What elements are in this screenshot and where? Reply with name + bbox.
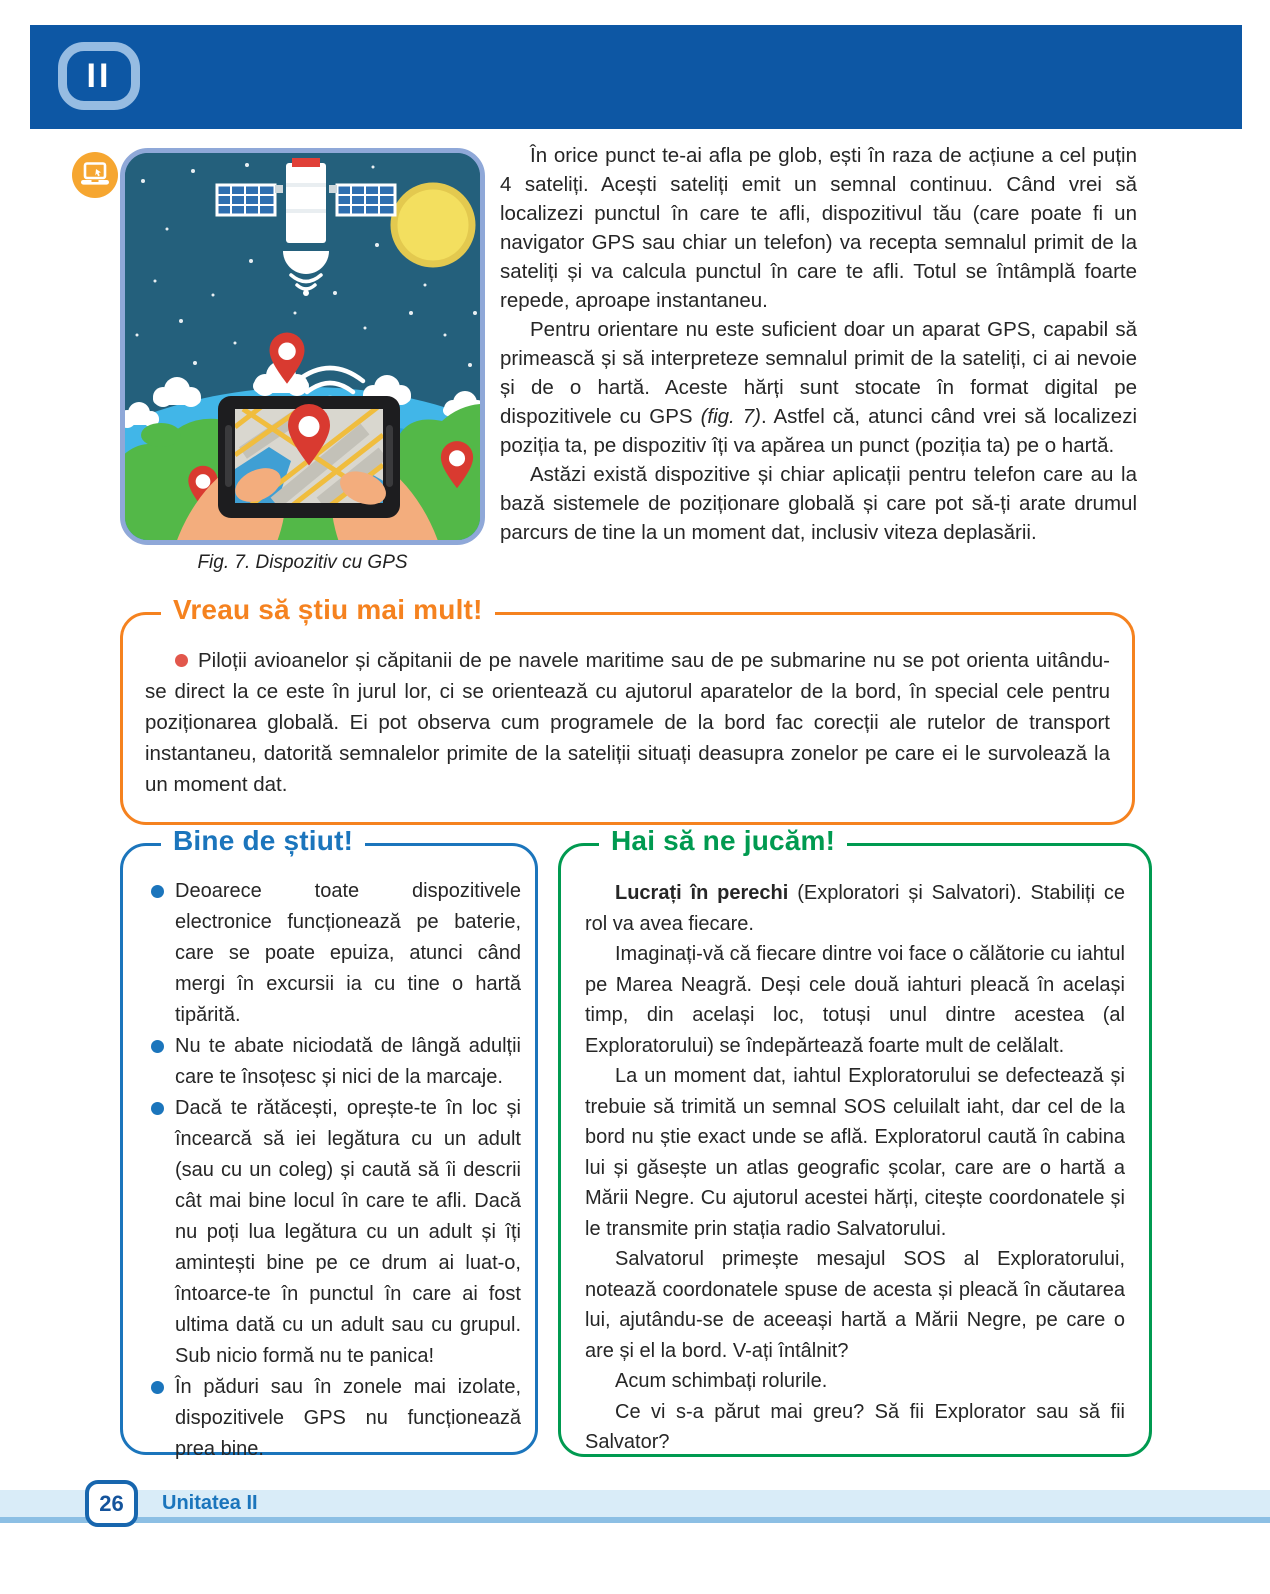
- lets-play-body: [561, 846, 1149, 1458]
- lets-play-panel: [558, 825, 1152, 1457]
- intro-paragraph-2: [500, 315, 1137, 460]
- play-p1-rest: (Exploratori și Salvatori). Stabiliți ce rol va avea fiecare.: [585, 882, 1126, 935]
- gps-illustration: [120, 148, 485, 545]
- play-paragraph-3: La un moment dat, iahtul Exploratorului se defectează și trebuie să trimită un semnal SOS celuilalt iaht, dar cel de la bord nu știe exact unde se află. Exploratorul caută în cabina lui și găsește un atlas geografic școlar, care are o hartă a Mării Negre. Cu ajutorul acestei hărți, citește coordonatele și le transmite prin stația radio Salvatorului.: [585, 1065, 1125, 1240]
- good-to-know-panel: [120, 825, 538, 1460]
- red-bullet-icon: [175, 654, 188, 667]
- laptop-icon: [72, 152, 118, 198]
- sun: [394, 186, 472, 264]
- unit-number: II: [86, 57, 112, 95]
- play-paragraph-2: Imaginați-vă că fiecare dintre voi face o călătorie cu iahtul pe Marea Neagră. Deși cele două iahturi pleacă în același timp, din același loc, totuși unul dintre acestea (al Exploratorului) se îndepărtează foarte mult de celălalt.: [585, 943, 1125, 1057]
- intro-p2-after: . Astfel că, atunci când vrei să localizezi poziția ta, pe dispozitiv îți va apărea un punct (poziția ta) pe o hartă.: [500, 405, 1138, 457]
- unit-number-badge: [58, 42, 140, 110]
- play-paragraph-5: Acum schimbați rolurile.: [615, 1370, 828, 1392]
- play-paragraph-6: Ce vi s-a părut mai greu? Să fii Explorator sau să fii Salvator?: [585, 1400, 1125, 1453]
- intro-text: [500, 141, 1137, 547]
- footer-unit-label: Unitatea II: [162, 1492, 258, 1514]
- list-item: Nu te abate niciodată de lângă adulții care te însoțesc și nici de la marcaje.: [151, 1031, 521, 1093]
- unit-header-bar: [30, 25, 1242, 129]
- intro-paragraph-3: Astăzi există dispozitive și chiar aplicații pentru telefon care au la bază sistemele de poziționare globală și care pot să-ți arate drumul parcurs de tine la un moment dat, inclusiv viteza deplasării.: [500, 463, 1137, 544]
- tablet: [218, 396, 400, 518]
- figure-caption: Fig. 7. Dispozitiv cu GPS: [197, 552, 408, 573]
- footer-rule: [0, 1517, 1270, 1523]
- good-to-know-list: [123, 846, 535, 1465]
- good-to-know-title: Bine de știut!: [161, 825, 365, 857]
- page-number-badge: [85, 1480, 138, 1527]
- intro-paragraph-1: În orice punct te-ai afla pe glob, ești în raza de acțiune a cel puțin 4 sateliți. Acești sateliți emit un semnal continuu. Când vrei să localizezi punctul în care te afli, dispozitivul tău (care poate fi un navigator GPS sau chiar un telefon) va recepta semnalul primit de la sateliți și va calcula punctul în care te afli. Totul se întâmplă foarte repede, aproape instantaneu.: [500, 144, 1137, 312]
- play-paragraph-4: Salvatorul primește mesajul SOS al Exploratorului, notează coordonatele spuse de acesta și pleacă în căutarea lui, ajutându-se de aceeași hartă a Mării Negre, pe care o are și el la bord. V-ați întâlnit?: [585, 1248, 1125, 1362]
- list-item: În păduri sau în zonele mai izolate, dispozitivele GPS nu funcționează prea bine.: [151, 1372, 521, 1465]
- figure-reference: (fig. 7): [700, 405, 761, 428]
- intro-p2-before: Pentru orientare nu este suficient doar un aparat GPS, capabil să primească și să interpreteze semnalul primit de la sateliți, ci ai nevoie și de o hartă. Aceste hărți sunt stocate în format digital pe dispozitivele cu GPS: [500, 318, 1137, 428]
- more-info-panel: [120, 594, 1135, 825]
- more-info-title: Vreau să știu mai mult!: [161, 594, 495, 626]
- lets-play-title: Hai să ne jucăm!: [599, 825, 847, 857]
- more-info-paragraph: [145, 645, 1110, 800]
- more-info-body: [123, 615, 1132, 822]
- more-info-text: Piloții avioanelor și căpitanii de pe navele maritime sau de pe submarine nu se pot orienta uitându-se direct la ce este în jurul lor, ci se orientează cu ajutorul aparatelor de la bord, în special cele pentru poziționarea globală. Ei pot observa cum programele de la bord fac corecții ale rutelor de transport instantaneu, datorită semnalelor primite de la sateliții situați deasupra zonelor pe care ei le survolează la un moment dat.: [145, 649, 1110, 796]
- list-item: Dacă te rătăcești, oprește-te în loc și încearcă să iei legătura cu un adult (sau cu un coleg) și caută să îi descrii cât mai bine locul în care te afli. Dacă nu poți lua legătura cu un adult și îți amintești bine pe ce drum ai luat-o, întoarce-te în punctul în care ai fost ultima dată cu un adult sau cu grupul. Sub nicio formă nu te panica!: [151, 1093, 521, 1372]
- play-lead-bold: Lucrați în perechi: [615, 882, 789, 904]
- list-item: Deoarece toate dispozitivele electronice funcționează pe baterie, care se poate epuiza, atunci când mergi în excursii ia cu tine o hartă tipărită.: [151, 876, 521, 1031]
- page-number: 26: [99, 1490, 124, 1516]
- play-paragraph-1: [585, 878, 1125, 939]
